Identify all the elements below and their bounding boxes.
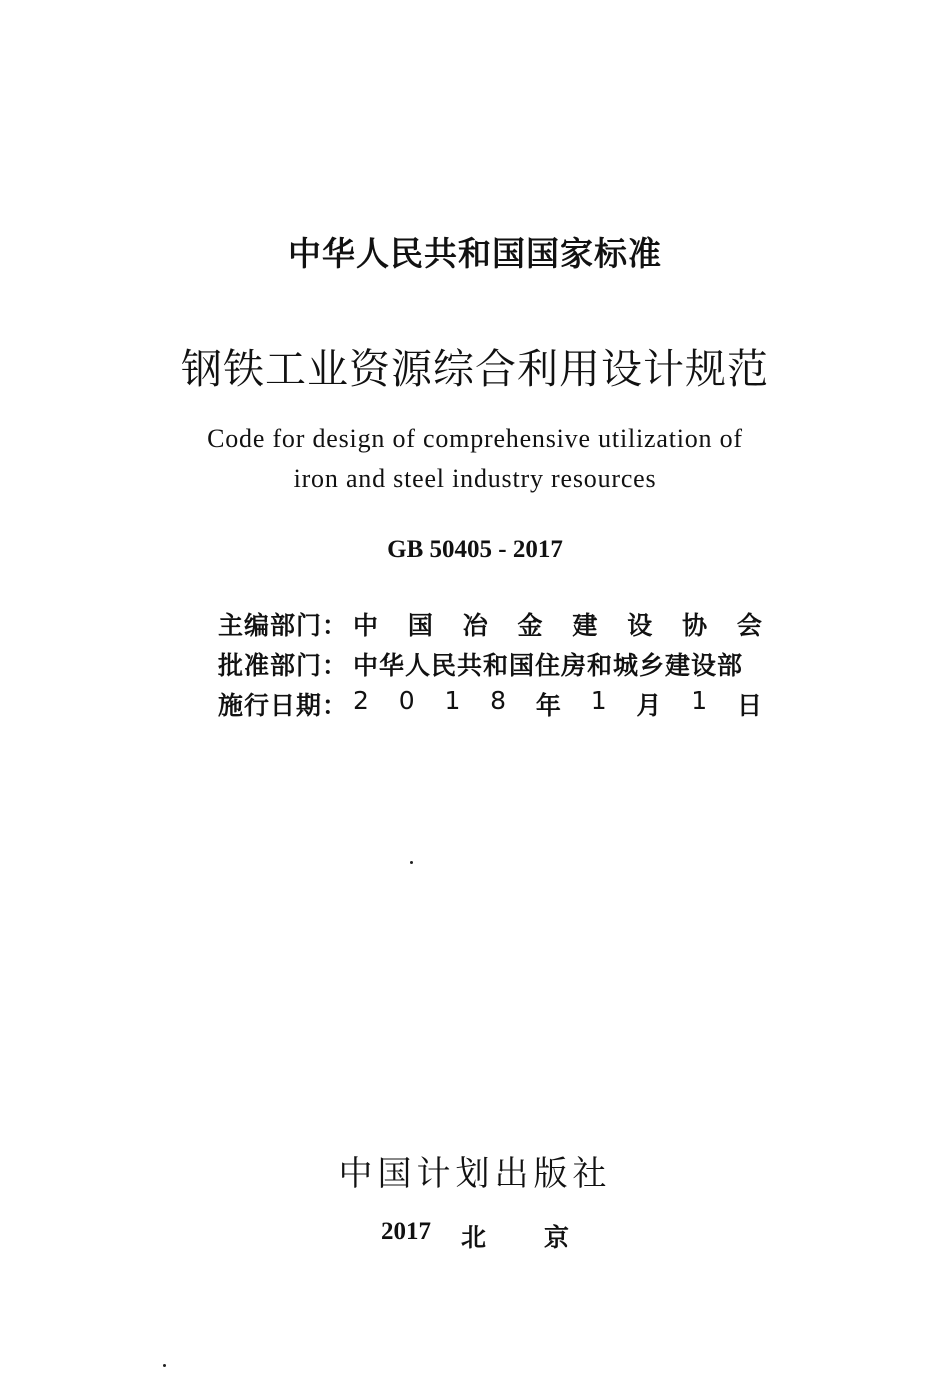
national-standard-heading: 中华人民共和国国家标准 <box>288 234 662 273</box>
editor-char: 设 <box>627 611 654 640</box>
publication-city-char-2: 京 <box>544 1223 570 1252</box>
date-char: 1 <box>590 686 608 715</box>
english-title-line-2: iron and steel industry resources <box>293 464 657 493</box>
date-char: 月 <box>636 691 663 720</box>
date-char: 年 <box>535 691 562 720</box>
date-char: 1 <box>691 686 709 715</box>
editor-char: 冶 <box>462 611 489 640</box>
editor-row <box>218 606 763 642</box>
date-char: 1 <box>444 686 462 715</box>
date-char: 2 <box>353 686 370 715</box>
publication-year: 2017 <box>380 1218 431 1245</box>
editor-label: 主编部门： <box>218 611 349 640</box>
editor-char: 中 <box>353 611 380 640</box>
publication-city-char-1: 北 <box>460 1223 486 1252</box>
scan-speck <box>163 1364 166 1367</box>
date-char: 日 <box>736 691 763 720</box>
scan-speck <box>410 861 413 864</box>
english-title-line-1: Code for design of comprehensive utilization of <box>207 424 743 453</box>
publication-year-city <box>0 1218 950 1254</box>
approver-label: 批准部门： <box>218 651 349 680</box>
editor-char: 建 <box>572 611 599 640</box>
date-char: 0 <box>398 686 416 715</box>
standard-code: GB 50405 - 2017 <box>387 536 563 563</box>
editor-char: 国 <box>407 611 434 640</box>
approver-value: 中华人民共和国住房和城乡建设部 <box>353 651 744 680</box>
editor-value <box>353 606 763 642</box>
editor-char: 协 <box>682 611 709 640</box>
effective-date-label: 施行日期： <box>218 691 349 720</box>
publisher-name: 中国计划出版社 <box>338 1154 612 1194</box>
effective-date-value <box>353 686 763 722</box>
editor-char: 会 <box>736 611 763 640</box>
chinese-title: 钢铁工业资源综合利用设计规范 <box>181 345 769 393</box>
date-char: 8 <box>490 686 508 715</box>
editor-char: 金 <box>517 611 544 640</box>
effective-date-row <box>218 686 763 722</box>
approver-row <box>218 646 763 682</box>
